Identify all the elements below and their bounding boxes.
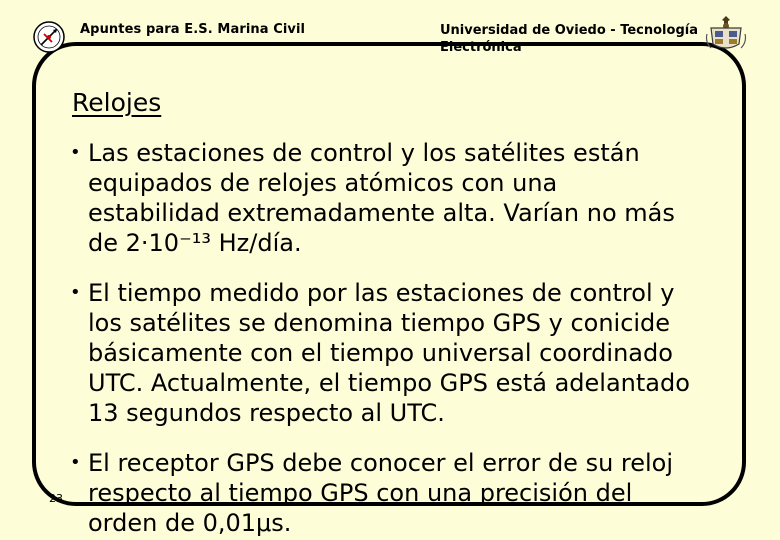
page-number: 23 <box>49 492 63 505</box>
header-course-title: Apuntes para E.S. Marina Civil <box>80 22 306 37</box>
header-institution: Universidad de Oviedo - Tecnología Electrónica <box>440 23 698 55</box>
bullet-text: El receptor GPS debe conocer el error de su reloj respecto al tiempo GPS con una precisión del orden de 0,01μs. <box>88 449 674 537</box>
bullet-text: El tiempo medido por las estaciones de control y los satélites se denomina tiempo GPS y conicide básicamente con el tiempo universal coordinado UTC. Actualmente, el tiempo GPS está adelantado 13 segundos respecto al UTC. <box>88 279 690 427</box>
bullet-point-icon: • <box>70 142 81 163</box>
bullet-text: Las estaciones de control y los satélites están equipados de relojes atómicos con una estabilidad extremadamente alta. Varían no más de 2·10⁻¹³ Hz/día. <box>88 139 675 257</box>
bullet-point-icon: • <box>70 282 81 303</box>
university-crest-icon <box>705 14 747 54</box>
bullet-item <box>70 138 710 258</box>
compass-rose-icon <box>32 20 66 54</box>
slide-title: Relojes <box>72 88 162 117</box>
bullet-point-icon: • <box>70 452 81 473</box>
bullet-item <box>70 448 720 538</box>
bullet-item <box>70 278 720 428</box>
